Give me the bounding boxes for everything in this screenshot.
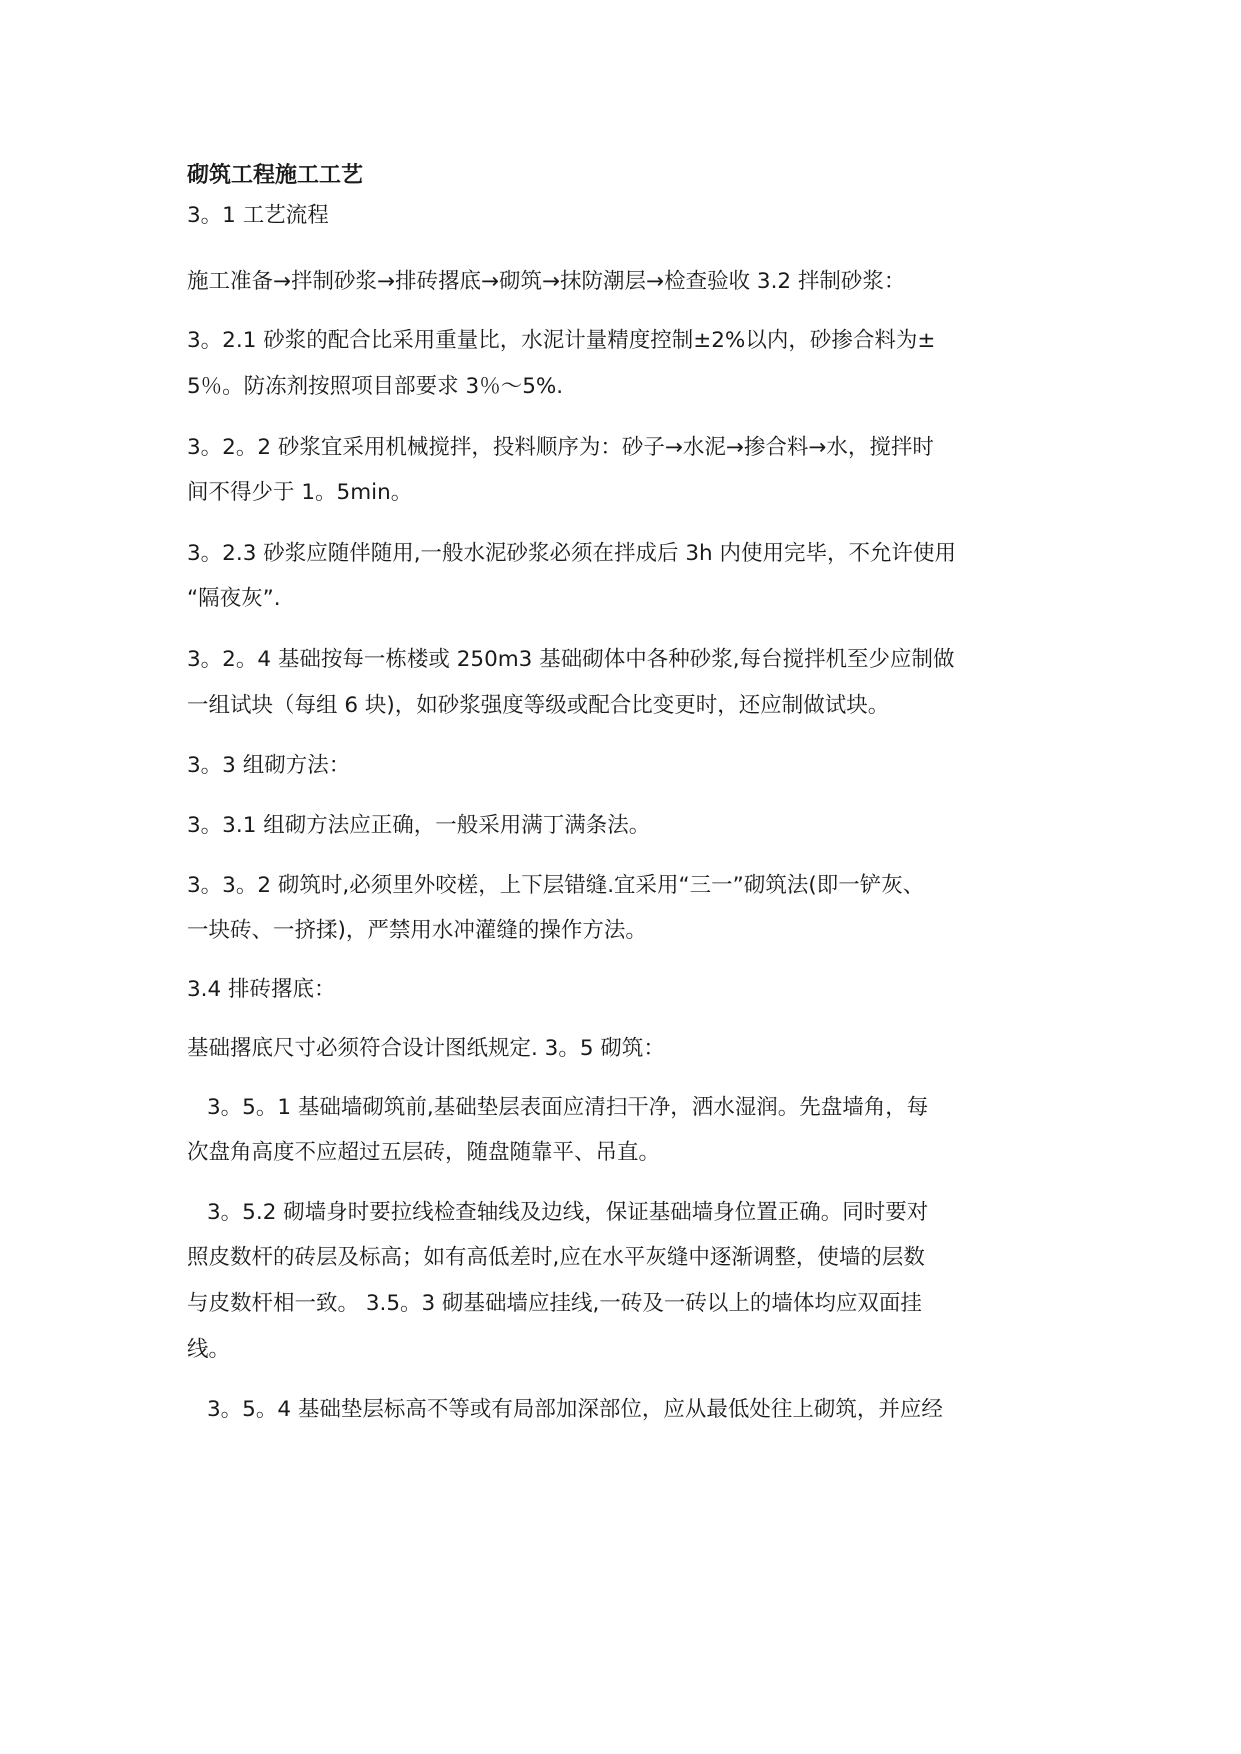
text-line: 照皮数杆的砖层及标高；如有高低差时,应在水平灰缝中逐渐调整，使墙的层数 <box>187 1245 925 1270</box>
text-line: 3。5。1 基础墙砌筑前,基础垫层表面应清扫干净，洒水湿润。先盘墙角，每 <box>207 1095 929 1120</box>
text-line: 线。 <box>187 1337 231 1362</box>
text-line: 3。1 工艺流程 <box>187 203 329 228</box>
text-line: 一组试块（每组 6 块)，如砂浆强度等级或配合比变更时，还应制做试块。 <box>187 693 890 718</box>
text-line: 3。3。2 砌筑时,必须里外咬槎，上下层错缝.宜采用“三一”砌筑法(即一铲灰、 <box>187 873 925 898</box>
text-line: 3。5。4 基础垫层标高不等或有局部加深部位，应从最低处往上砌筑，并应经 <box>207 1397 943 1422</box>
text-line: 与皮数杆相一致。 3.5。3 砌基础墙应挂线,一砖及一砖以上的墙体均应双面挂 <box>187 1291 922 1316</box>
text-line: 3。2.3 砂浆应随伴随用,一般水泥砂浆必须在拌成后 3h 内使用完毕，不允许使用 <box>187 541 957 566</box>
text-line: 3。2.1 砂浆的配合比采用重量比，水泥计量精度控制±2%以内，砂掺合料为± <box>187 328 936 353</box>
text-line: 3。5.2 砌墙身时要拉线检查轴线及边线，保证基础墙身位置正确。同时要对 <box>207 1200 929 1225</box>
text-line: 3.4 排砖撂底： <box>187 977 336 1002</box>
document-title: 砌筑工程施工工艺 <box>187 163 364 188</box>
text-line: 次盘角高度不应超过五层砖，随盘随靠平、吊直。 <box>187 1140 661 1165</box>
text-line: 3。3.1 组砌方法应正确，一般采用满丁满条法。 <box>187 813 651 838</box>
text-line: 施工准备→拌制砂浆→排砖撂底→砌筑→抹防潮层→检查验收 3.2 拌制砂浆： <box>187 269 906 294</box>
text-line: 3。2。2 砂浆宜采用机械搅拌，投料顺序为：砂子→水泥→掺合料→水，搅拌时 <box>187 435 934 460</box>
text-line: 一块砖、一挤揉)，严禁用水冲灌缝的操作方法。 <box>187 918 647 943</box>
text-line: 基础撂底尺寸必须符合设计图纸规定. 3。5 砌筑： <box>187 1036 665 1061</box>
text-line: 3。2。4 基础按每一栋楼或 250m3 基础砌体中各种砂浆,每台搅拌机至少应制做 <box>187 647 955 672</box>
text-line: 3。3 组砌方法： <box>187 753 351 778</box>
text-line: 间不得少于 1。5min。 <box>187 480 413 505</box>
text-line: “隔夜灰”. <box>187 586 281 611</box>
text-line: 5％。防冻剂按照项目部要求 3％～5%. <box>187 374 564 399</box>
